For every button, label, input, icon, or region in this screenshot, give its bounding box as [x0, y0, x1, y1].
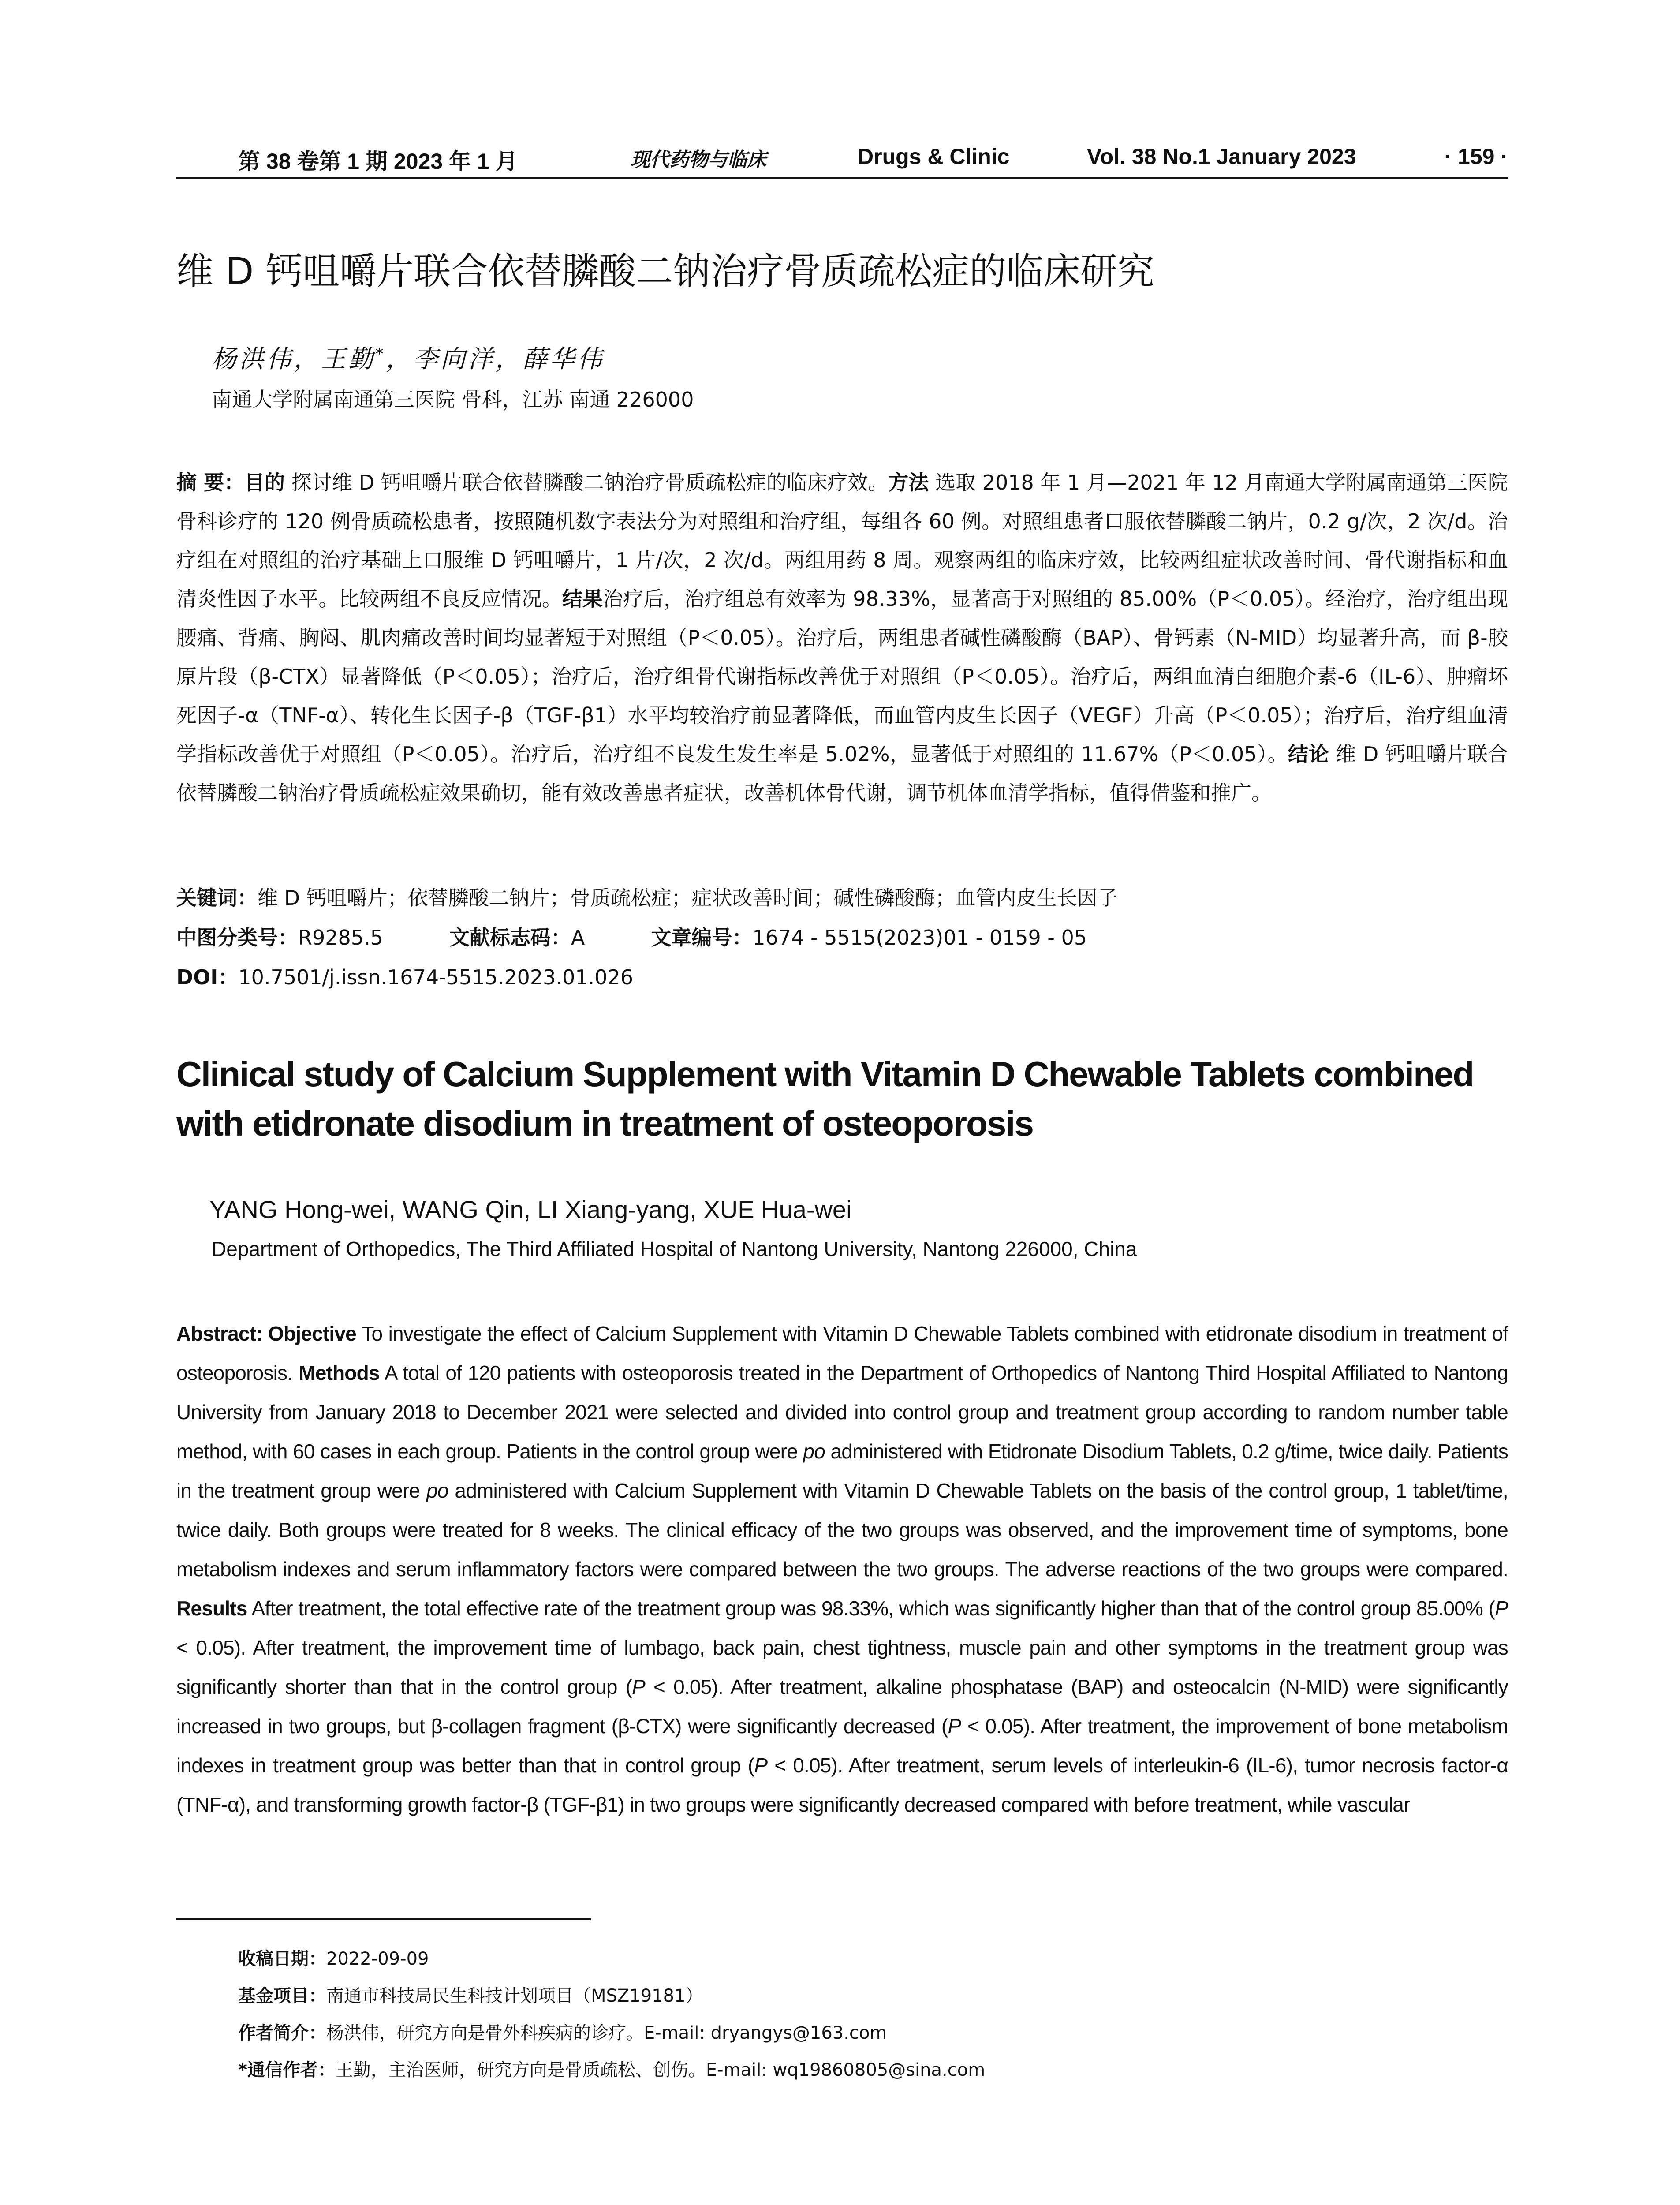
en-methods-2: administered with Etidronate Disodium Tablets, 0.2 g/time, twice daily. Patients in the treatment group were: [176, 1440, 1508, 1502]
english-affiliation: Department of Orthopedics, The Third Affiliated Hospital of Nantong University, Nantong 226000, China: [212, 1237, 1137, 1260]
header-journal-cn: 现代药物与临床: [631, 149, 766, 171]
footnote-received: [238, 1940, 1517, 1977]
keywords-label: 关键词：: [176, 886, 258, 910]
zh-results: 治疗后，治疗组总有效率为 98.33%，显著高于对照组的 85.00%（P＜0.05）。经治疗，治疗组出现腰痛、背痛、胸闷、肌肉痛改善时间均显著短于对照组（P＜0.05）。治疗后，两组患者碱性磷酸酶（BAP）、骨钙素（N-MID）均显著升高，而 β-胶原片段（β-CTX）显著降低（P＜0.05）；治疗后，治疗组骨代谢指标改善优于对照组（P＜0.05）。治疗后，两组血清白细胞介素-6（IL-6）、肿瘤坏死因子-α（TNF-α）、转化生长因子-β（TGF-β1）水平均较治疗前显著降低，而血管内皮生长因子（VEGF）升高（P＜0.05）；治疗后，治疗组血清学指标改善优于对照组（P＜0.05）。治疗后，治疗组不良发生发生率是 5.02%，显著低于对照组的 11.67%（P＜0.05）。: [176, 587, 1508, 766]
footnote-corresponding: [238, 2052, 1517, 2089]
zh-results-label: 结果: [562, 587, 603, 611]
clc-label: 中图分类号：: [176, 926, 298, 949]
header-page-number: · 159 ·: [1444, 144, 1508, 169]
fund-value: 南通市科技局民生科技计划项目（MSZ19181）: [326, 1986, 703, 2006]
corresponding-mark: *: [376, 345, 386, 363]
en-objective: To investigate the effect of Calcium Supplement with Vitamin D Chewable Tablets combined with etidronate disodium in treatment of osteoporosis.: [176, 1322, 1508, 1384]
article-no-value: 1674 - 5515(2023)01 - 0159 - 05: [752, 926, 1087, 949]
chinese-authors-rest: ，李向洋，薛华伟: [386, 345, 605, 374]
english-title: Clinical study of Calcium Supplement with Vitamin D Chewable Tablets combined with etidronate disodium in treatment of osteoporosis: [176, 1054, 1474, 1143]
zh-methods-label: 方法: [888, 471, 929, 494]
doi-line: [176, 961, 1508, 990]
en-objective-label: Objective: [268, 1322, 356, 1345]
corresponding-value: 王勤，主治医师，研究方向是骨质疏松、创伤。E-mail: wq19860805@sina.com: [335, 2060, 986, 2080]
zh-conclusion-label: 结论: [1288, 742, 1329, 766]
chinese-abstract: [176, 463, 1508, 812]
header-volume-en: Vol. 38 No.1 January 2023: [1087, 144, 1356, 169]
zh-methods: 选取 2018 年 1 月—2021 年 12 月南通大学附属南通第三医院骨科诊疗的 120 例骨质疏松患者，按照随机数字表法分为对照组和治疗组，每组各 60 例。对照组患者口服依替膦酸二钠片，0.2 g/次，2 次/d。治疗组在对照组的治疗基础上口服维 D 钙咀嚼片，1 片/次，2 次/d。两组用药 8 周。观察两组的临床疗效，比较两组症状改善时间、骨代谢指标和血清炎性因子水平。比较两组不良反应情况。: [176, 471, 1508, 611]
en-abstract-label: Abstract:: [176, 1322, 262, 1345]
en-results-1: After treatment, the total effective rate of the treatment group was 98.33%, which was significantly higher than that of the control group 85.00% (: [247, 1597, 1495, 1620]
article-no-label: 文章编号：: [651, 926, 753, 949]
zh-conclusion: 维 D 钙咀嚼片联合依替膦酸二钠治疗骨质疏松症效果确切，能有效改善患者症状，改善机体骨代谢，调节机体血清学指标，值得借鉴和推广。: [176, 742, 1508, 805]
doc-code-label: 文献标志码：: [449, 926, 571, 949]
classification-line: [176, 922, 1508, 951]
chinese-authors-first: 杨洪伟，王勤: [212, 345, 376, 374]
doc-code-value: A: [571, 926, 585, 949]
clc-value: R9285.5: [298, 926, 383, 949]
corresponding-label: *通信作者：: [238, 2060, 336, 2080]
bio-label: 作者简介：: [238, 2023, 326, 2043]
en-p-4: P: [754, 1754, 768, 1777]
bio-value: 杨洪伟，研究方向是骨外科疾病的诊疗。E-mail: dryangys@163.com: [326, 2023, 887, 2043]
received-label: 收稿日期：: [238, 1949, 326, 1969]
en-p-1: P: [1495, 1597, 1508, 1620]
received-date: 2022-09-09: [326, 1949, 429, 1969]
en-results-4: < 0.05). After treatment, the improvement of bone metabolism indexes in treatment group was better than that in control group (: [176, 1715, 1508, 1777]
footnote-rule: [176, 1918, 591, 1920]
chinese-affiliation: 南通大学附属南通第三医院 骨科，江苏 南通 226000: [212, 388, 694, 411]
en-results-label: Results: [176, 1597, 247, 1620]
doi-value: 10.7501/j.issn.1674-5515.2023.01.026: [238, 965, 634, 989]
chinese-title: 维 D 钙咀嚼片联合依替膦酸二钠治疗骨质疏松症的临床研究: [176, 250, 1155, 293]
zh-objective: 探讨维 D 钙咀嚼片联合依替膦酸二钠治疗骨质疏松症的临床疗效。: [285, 471, 889, 494]
en-p-2: P: [632, 1675, 646, 1698]
header-journal-en: Drugs & Clinic: [858, 144, 1010, 169]
keywords: 维 D 钙咀嚼片；依替膦酸二钠片；骨质疏松症；症状改善时间；碱性磷酸酶；血管内皮生长因子: [258, 886, 1118, 910]
en-results-2: < 0.05). After treatment, the improvement time of lumbago, back pain, chest tightness, muscle pain and other symptoms in the treatment group was significantly shorter than that in the control group (: [176, 1636, 1508, 1698]
en-p-3: P: [948, 1715, 961, 1738]
english-abstract: [176, 1314, 1508, 1824]
footnotes: [238, 1940, 1517, 2089]
zh-abstract-label: 摘 要：: [176, 471, 245, 494]
en-results-3: < 0.05). After treatment, alkaline phosphatase (BAP) and osteocalcin (N-MID) were significantly increased in two groups, but β-collagen fragment (β-CTX) were significantly decreased (: [176, 1675, 1508, 1738]
running-header: [176, 140, 1508, 176]
english-authors: YANG Hong-wei, WANG Qin, LI Xiang-yang, XUE Hua-wei: [209, 1196, 852, 1223]
en-po-1: po: [803, 1440, 825, 1463]
en-methods-3: administered with Calcium Supplement with Vitamin D Chewable Tablets on the basis of the control group, 1 tablet/time, twice daily. Both groups were treated for 8 weeks. The clinical efficacy of the two groups was observed, and the improvement time of symptoms, bone metabolism indexes and serum inflammatory factors were compared between the two groups. The adverse reactions of the two groups were compared.: [176, 1479, 1508, 1581]
keywords-line: [176, 882, 1508, 911]
header-rule: [176, 177, 1508, 179]
en-methods-label: Methods: [299, 1361, 380, 1384]
en-results-5: < 0.05). After treatment, serum levels of interleukin-6 (IL-6), tumor necrosis factor-α (TNF-α), and transforming growth factor-β (TGF-β1) in two groups were significantly decreased compared with before treatment, while vascular: [176, 1754, 1508, 1816]
en-po-2: po: [426, 1479, 448, 1502]
en-methods-1: A total of 120 patients with osteoporosis treated in the Department of Orthopedics of Nantong Third Hospital Affiliated to Nantong University from January 2018 to December 2021 were selected and divided into control group and treatment group according to random number table method, with 60 cases in each group. Patients in the control group were: [176, 1361, 1508, 1463]
doi-label: DOI：: [176, 965, 239, 989]
header-volume-cn: 第 38 卷第 1 期 2023 年 1 月: [238, 149, 518, 174]
zh-objective-label: 目的: [244, 471, 285, 494]
footnote-fund: [238, 1977, 1517, 2014]
fund-label: 基金项目：: [238, 1986, 326, 2006]
chinese-authors: [212, 340, 605, 375]
footnote-bio: [238, 2014, 1517, 2052]
